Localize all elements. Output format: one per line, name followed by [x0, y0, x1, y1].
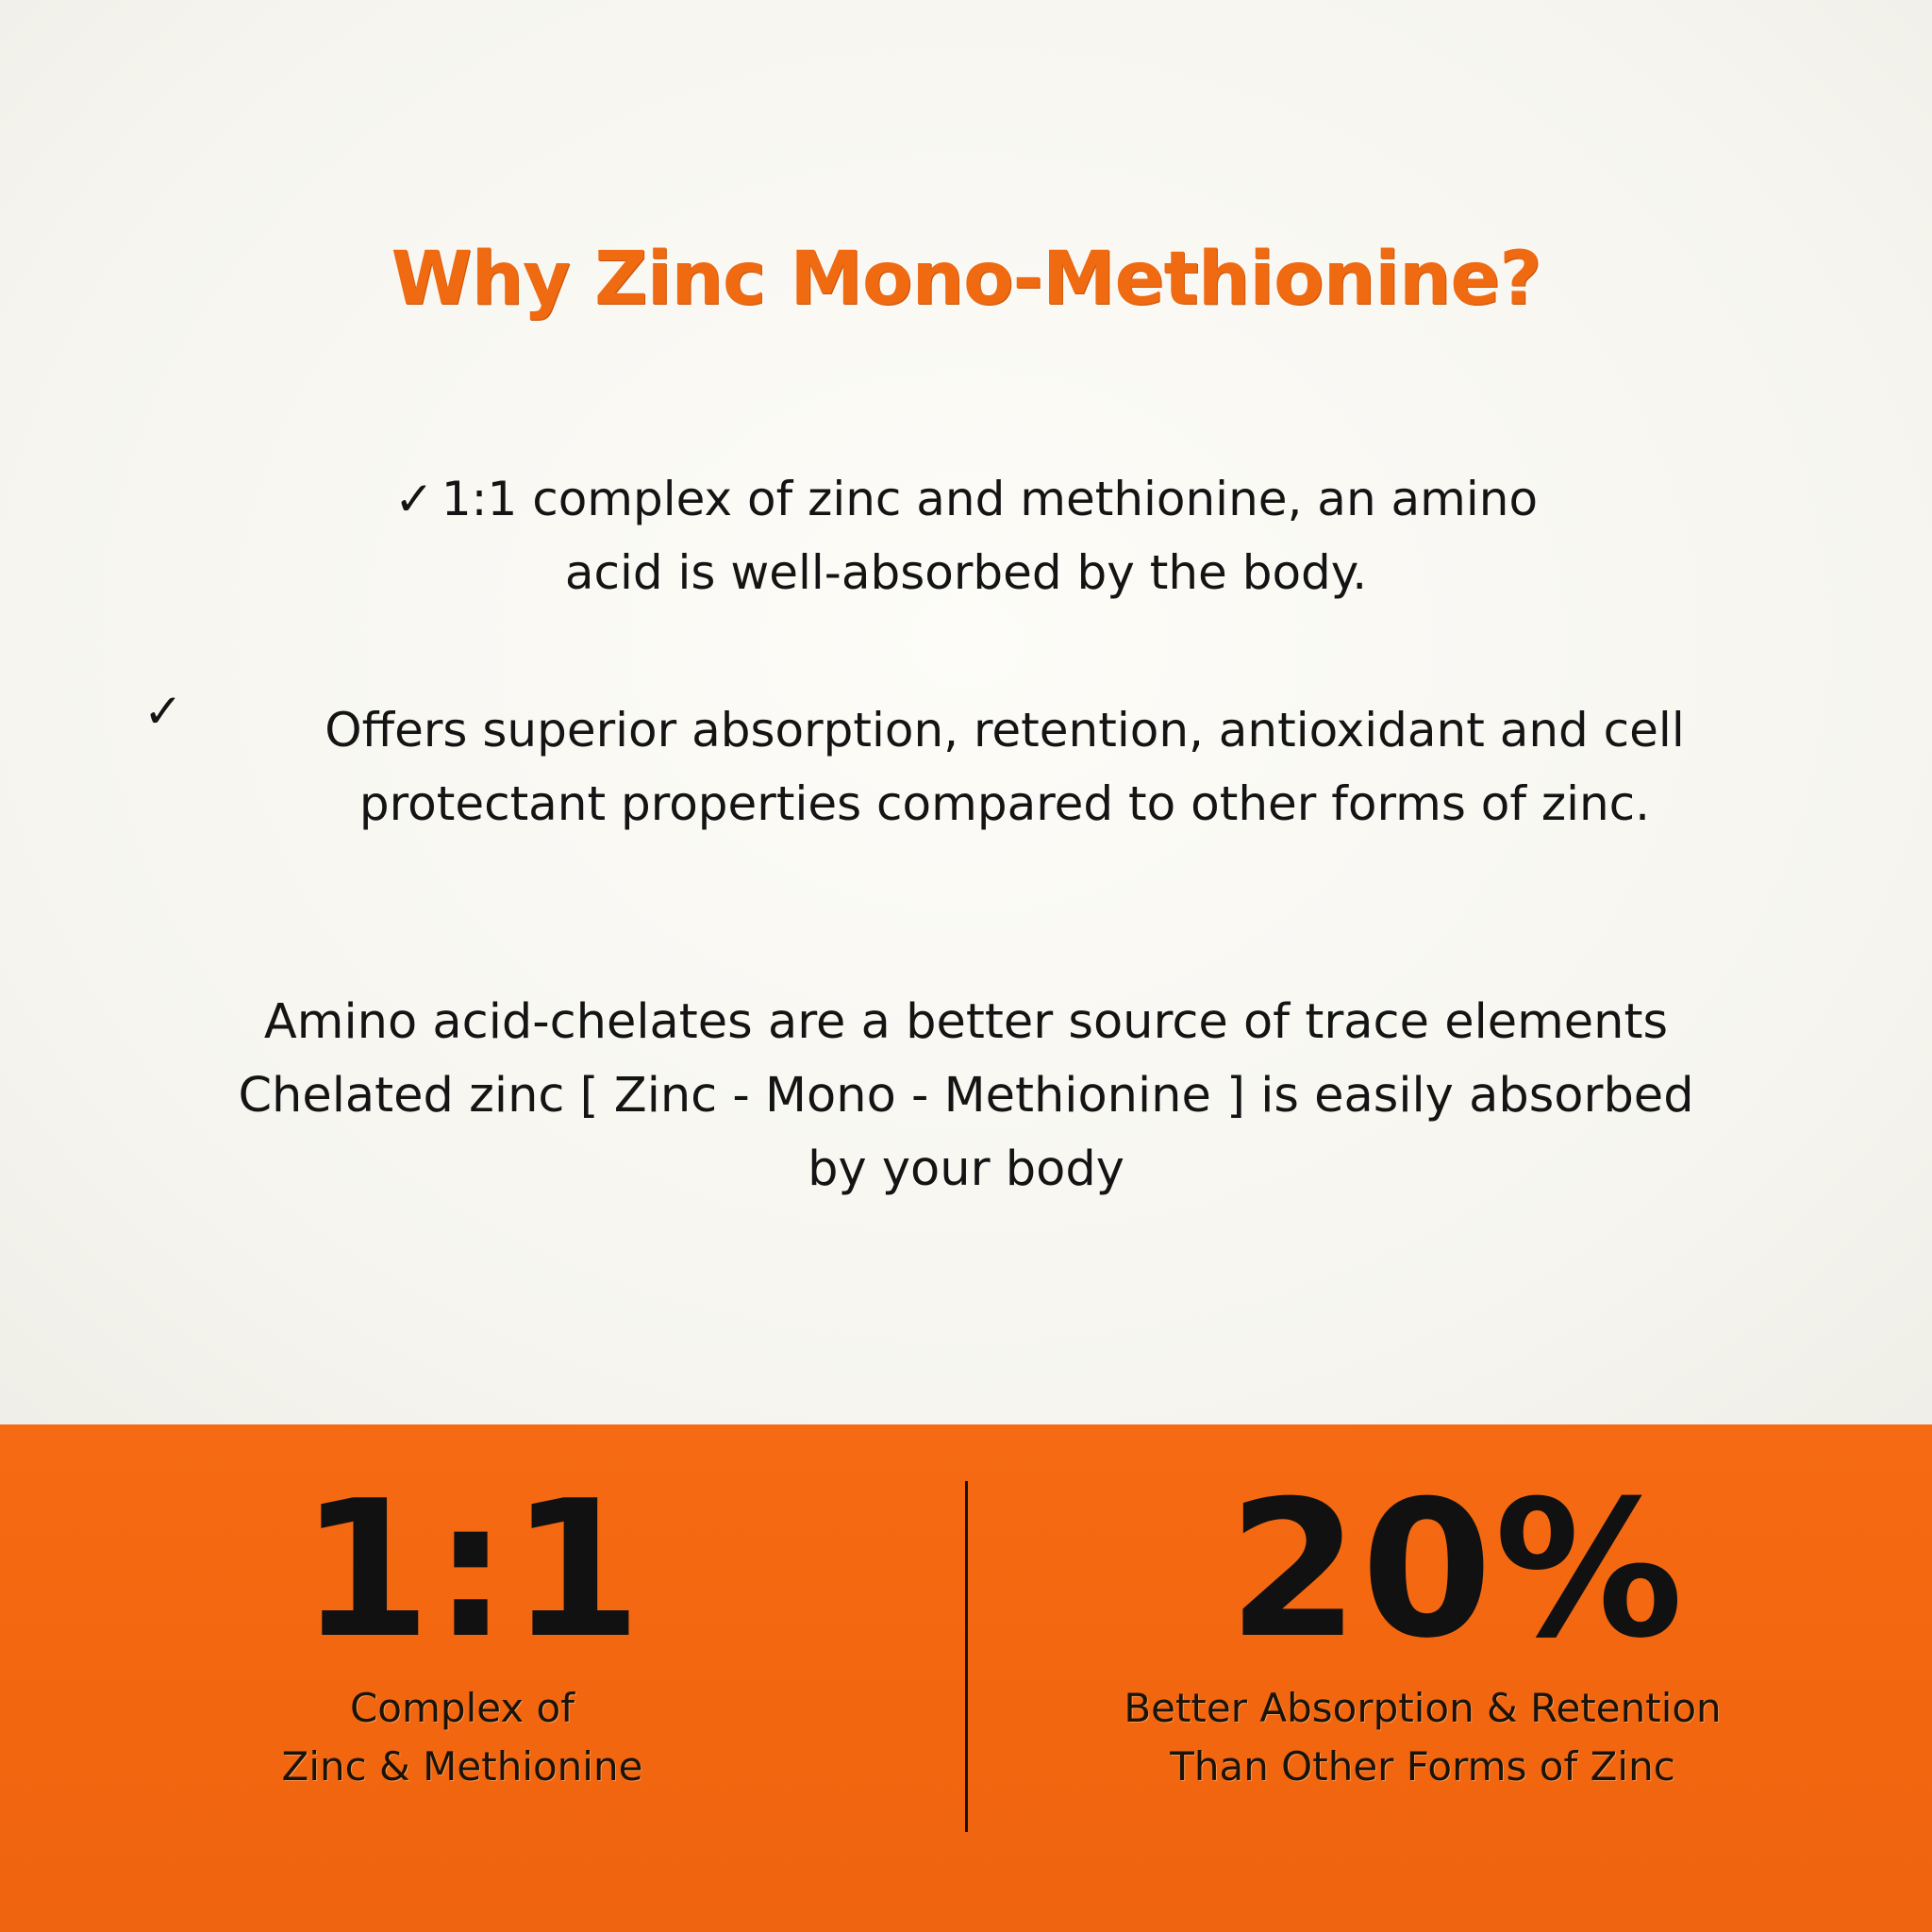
- stats-band: [0, 1424, 1932, 1932]
- stat-absorption-caption-line-1: Better Absorption & Retention: [1124, 1685, 1722, 1731]
- check-icon: ✓: [393, 472, 434, 526]
- bullet-2-line-2: protectant properties compared to other forms of zinc.: [358, 776, 1651, 831]
- stat-absorption-caption-line-2: Than Other Forms of Zinc: [1170, 1743, 1675, 1790]
- note-line-1: Amino acid-chelates are a better source of trace elements: [263, 994, 1669, 1050]
- chelate-note: [142, 986, 1790, 1207]
- stat-ratio-caption-line-1: Complex of: [349, 1685, 575, 1731]
- bullet-item-1: [321, 462, 1611, 609]
- bullet-1-line-2: acid is well-absorbed by the body.: [564, 545, 1368, 600]
- stat-absorption-value: 20%: [1227, 1460, 1686, 1680]
- note-line-2: Chelated zinc [ Zinc - Mono - Methionine ] is easily absorbed: [238, 1068, 1694, 1124]
- bullet-item-2: [226, 693, 1783, 841]
- stat-ratio-caption: [0, 1679, 934, 1796]
- note-line-3: by your body: [808, 1141, 1124, 1197]
- bullet-2-line-1: Offers superior absorption, retention, antioxidant and cell: [325, 703, 1685, 758]
- check-icon: ✓: [143, 684, 183, 739]
- stat-ratio-caption-line-2: Zinc & Methionine: [281, 1743, 643, 1790]
- stat-ratio-value: 1:1: [299, 1460, 644, 1680]
- bullet-1-text-1: 1:1 complex of zinc and methionine, an amino: [441, 472, 1539, 526]
- page-title: Why Zinc Mono-Methionine?: [391, 237, 1541, 323]
- bullet-1-line-1: [321, 462, 1611, 536]
- stat-absorption-caption: [947, 1679, 1898, 1796]
